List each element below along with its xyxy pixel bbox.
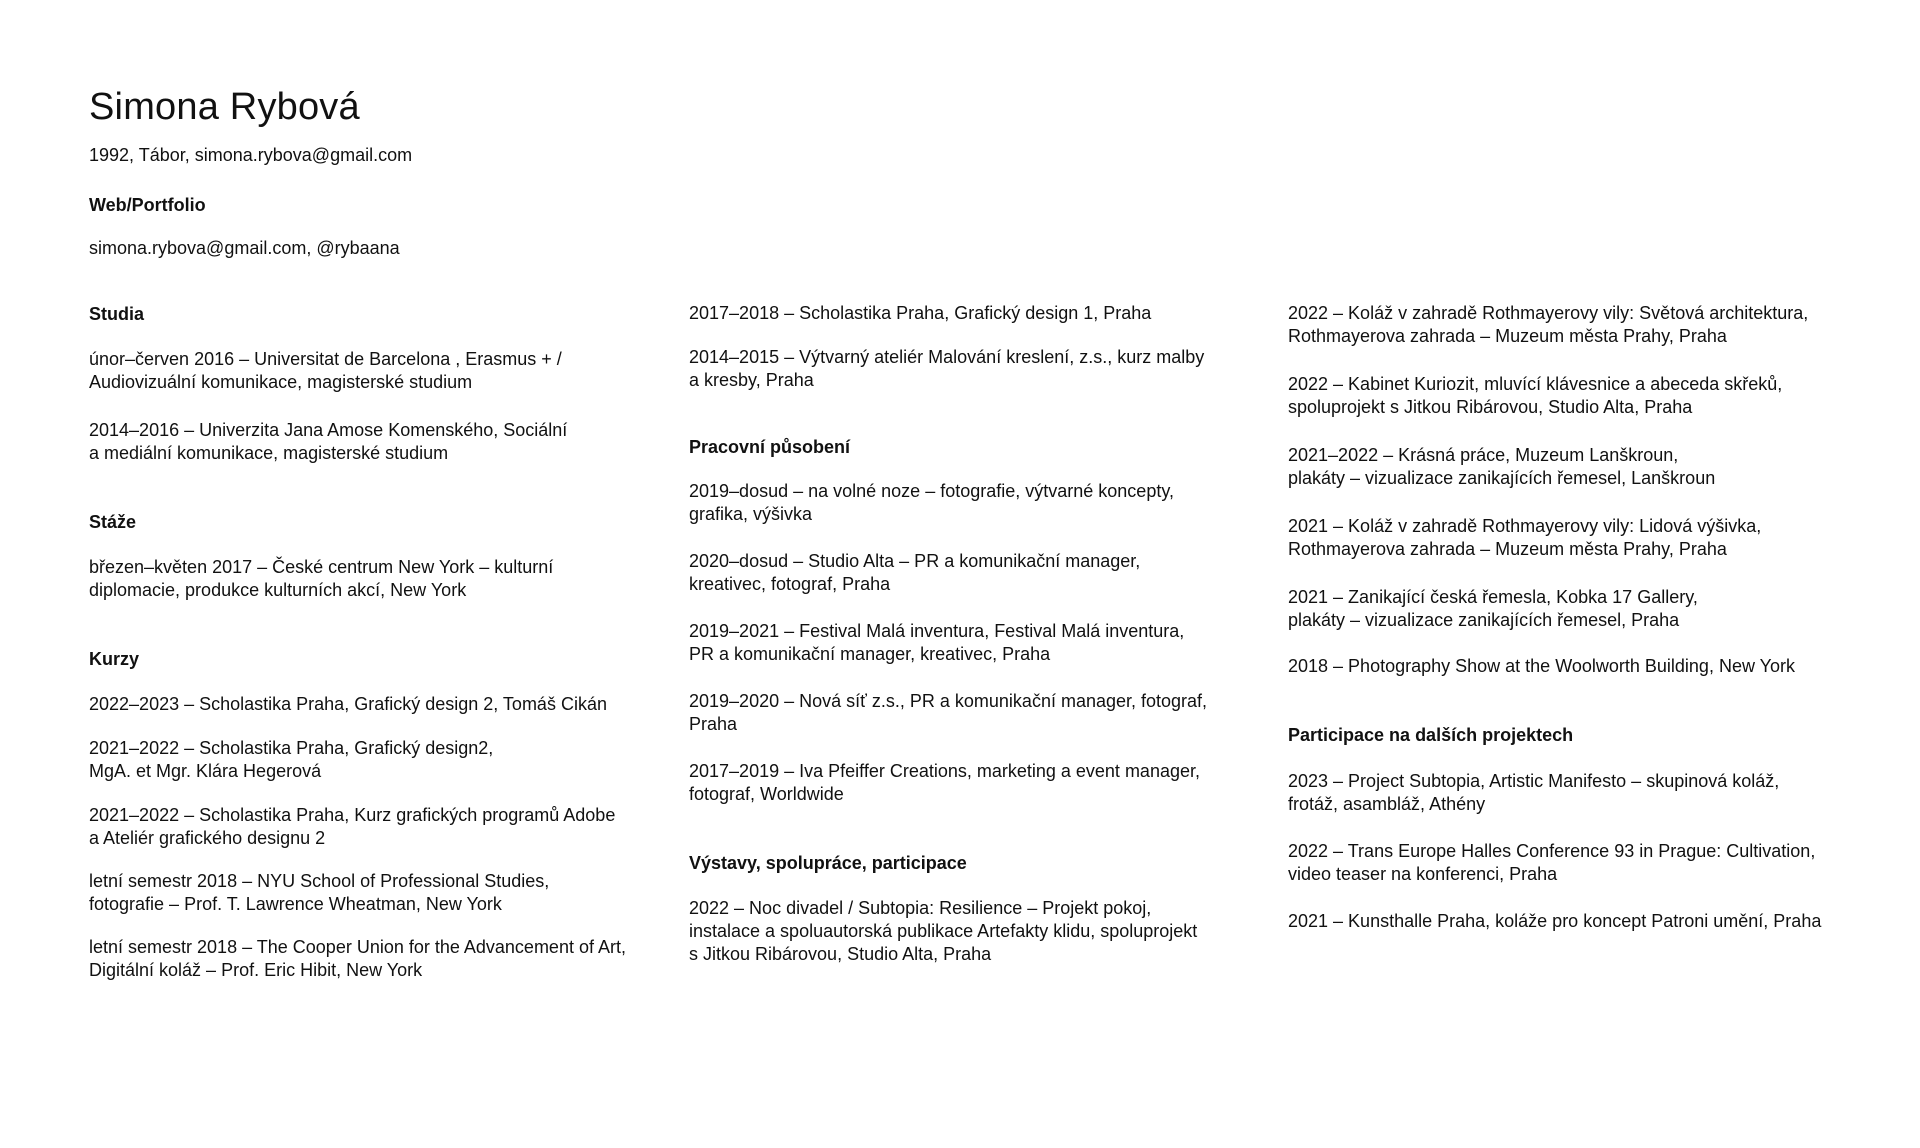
section-heading: Pracovní působení bbox=[689, 437, 851, 457]
kurzy-entry: 2017–2018 – Scholastika Praha, Grafický design 1, Praha bbox=[689, 303, 1152, 323]
vystavy-entry: 2022 – Koláž v zahradě Rothmayerovy vily: Světová architektura, Rothmayerova zahrada – Muzeum města Prahy, Praha bbox=[1288, 303, 1809, 346]
section-entries bbox=[1288, 302, 1870, 678]
column-1 bbox=[89, 302, 664, 982]
column-2 bbox=[689, 302, 1249, 966]
kurzy-entry: 2021–2022 – Scholastika Praha, Kurz grafických programů Adobe a Ateliér grafického designu 2 bbox=[89, 805, 616, 848]
cv-name: Simona Rybová bbox=[89, 86, 360, 128]
section-pracovni bbox=[689, 435, 1249, 806]
pracovni-entry: 2019–2021 – Festival Malá inventura, Festival Malá inventura, PR a komunikační manager, kreativec, Praha bbox=[689, 621, 1185, 664]
kurzy-entry: letní semestr 2018 – NYU School of Professional Studies, fotografie – Prof. T. Lawrence Wheatman, New York bbox=[89, 871, 550, 914]
section-heading: Kurzy bbox=[89, 649, 140, 669]
participace-entry: 2023 – Project Subtopia, Artistic Manifesto – skupinová koláž, frotáž, asambláž, Athény bbox=[1288, 771, 1780, 814]
pracovni-entry: 2019–dosud – na volné noze – fotografie, výtvarné koncepty, grafika, výšivka bbox=[689, 481, 1174, 524]
section-entries bbox=[89, 348, 664, 465]
web-portfolio-heading: Web/Portfolio bbox=[89, 195, 206, 215]
section-heading: Studia bbox=[89, 304, 145, 324]
section-entries bbox=[689, 897, 1249, 966]
web-portfolio-value: simona.rybova@gmail.com, @rybaana bbox=[89, 238, 400, 258]
studia-entry: únor–červen 2016 – Universitat de Barcelona , Erasmus + / Audiovizuální komunikace, magisterské studium bbox=[89, 349, 562, 392]
section-entries bbox=[89, 556, 664, 602]
kurzy-entry: letní semestr 2018 – The Cooper Union for the Advancement of Art, Digitální koláž – Prof. Eric Hibit, New York bbox=[89, 937, 626, 980]
pracovni-entry: 2017–2019 – Iva Pfeiffer Creations, marketing a event manager, fotograf, Worldwide bbox=[689, 761, 1200, 804]
column-3 bbox=[1288, 302, 1870, 933]
section-entries bbox=[1288, 770, 1870, 933]
pracovni-entry: 2019–2020 – Nová síť z.s., PR a komunikační manager, fotograf, Praha bbox=[689, 691, 1208, 734]
section-entries bbox=[689, 480, 1249, 806]
section-entries bbox=[689, 302, 1249, 392]
pracovni-entry: 2020–dosud – Studio Alta – PR a komunikační manager, kreativec, fotograf, Praha bbox=[689, 551, 1141, 594]
vystavy-entry: 2021–2022 – Krásná práce, Muzeum Lanškroun, plakáty – vizualizace zanikajících řemesel, Lanškroun bbox=[1288, 445, 1716, 488]
section-heading: Výstavy, spolupráce, participace bbox=[689, 853, 967, 873]
vystavy-entry: 2021 – Koláž v zahradě Rothmayerovy vily: Lidová výšivka, Rothmayerova zahrada – Muzeum města Prahy, Praha bbox=[1288, 516, 1762, 559]
section-heading: Participace na dalších projektech bbox=[1288, 725, 1574, 745]
kurzy-entry: 2014–2015 – Výtvarný ateliér Malování kreslení, z.s., kurz malby a kresby, Praha bbox=[689, 347, 1205, 390]
section-heading: Stáže bbox=[89, 512, 137, 532]
kurzy-entry: 2022–2023 – Scholastika Praha, Grafický design 2, Tomáš Cikán bbox=[89, 694, 607, 714]
cv-meta: 1992, Tábor, simona.rybova@gmail.com bbox=[89, 145, 413, 165]
section-studia bbox=[89, 302, 664, 465]
staze-entry: březen–květen 2017 – České centrum New York – kulturní diplomacie, produkce kulturních akcí, New York bbox=[89, 557, 554, 600]
section-kurzy bbox=[89, 647, 664, 982]
kurzy-entry: 2021–2022 – Scholastika Praha, Grafický design2, MgA. et Mgr. Klára Hegerová bbox=[89, 738, 494, 781]
vystavy-entry: 2022 – Noc divadel / Subtopia: Resilience – Projekt pokoj, instalace a spoluautorská publikace Artefakty klidu, spoluprojekt s Jitkou Ribárovou, Studio Alta, Praha bbox=[689, 898, 1198, 964]
studia-entry: 2014–2016 – Univerzita Jana Amose Komenského, Sociální a mediální komunikace, magisterské studium bbox=[89, 420, 568, 463]
vystavy-entry: 2018 – Photography Show at the Woolworth Building, New York bbox=[1288, 656, 1795, 676]
vystavy-entry: 2021 – Zanikající česká řemesla, Kobka 17 Gallery, plakáty – vizualizace zanikajících řemesel, Praha bbox=[1288, 587, 1698, 630]
section-vystavy bbox=[689, 851, 1249, 966]
participace-entry: 2022 – Trans Europe Halles Conference 93 in Prague: Cultivation, video teaser na konferenci, Praha bbox=[1288, 841, 1816, 884]
vystavy-entry: 2022 – Kabinet Kuriozit, mluvící klávesnice a abeceda skřeků, spoluprojekt s Jitkou Ribárovou, Studio Alta, Praha bbox=[1288, 374, 1783, 417]
section-staze bbox=[89, 510, 664, 602]
section-participace bbox=[1288, 723, 1870, 933]
section-entries bbox=[89, 693, 664, 982]
participace-entry: 2021 – Kunsthalle Praha, koláže pro koncept Patroni umění, Praha bbox=[1288, 911, 1822, 931]
